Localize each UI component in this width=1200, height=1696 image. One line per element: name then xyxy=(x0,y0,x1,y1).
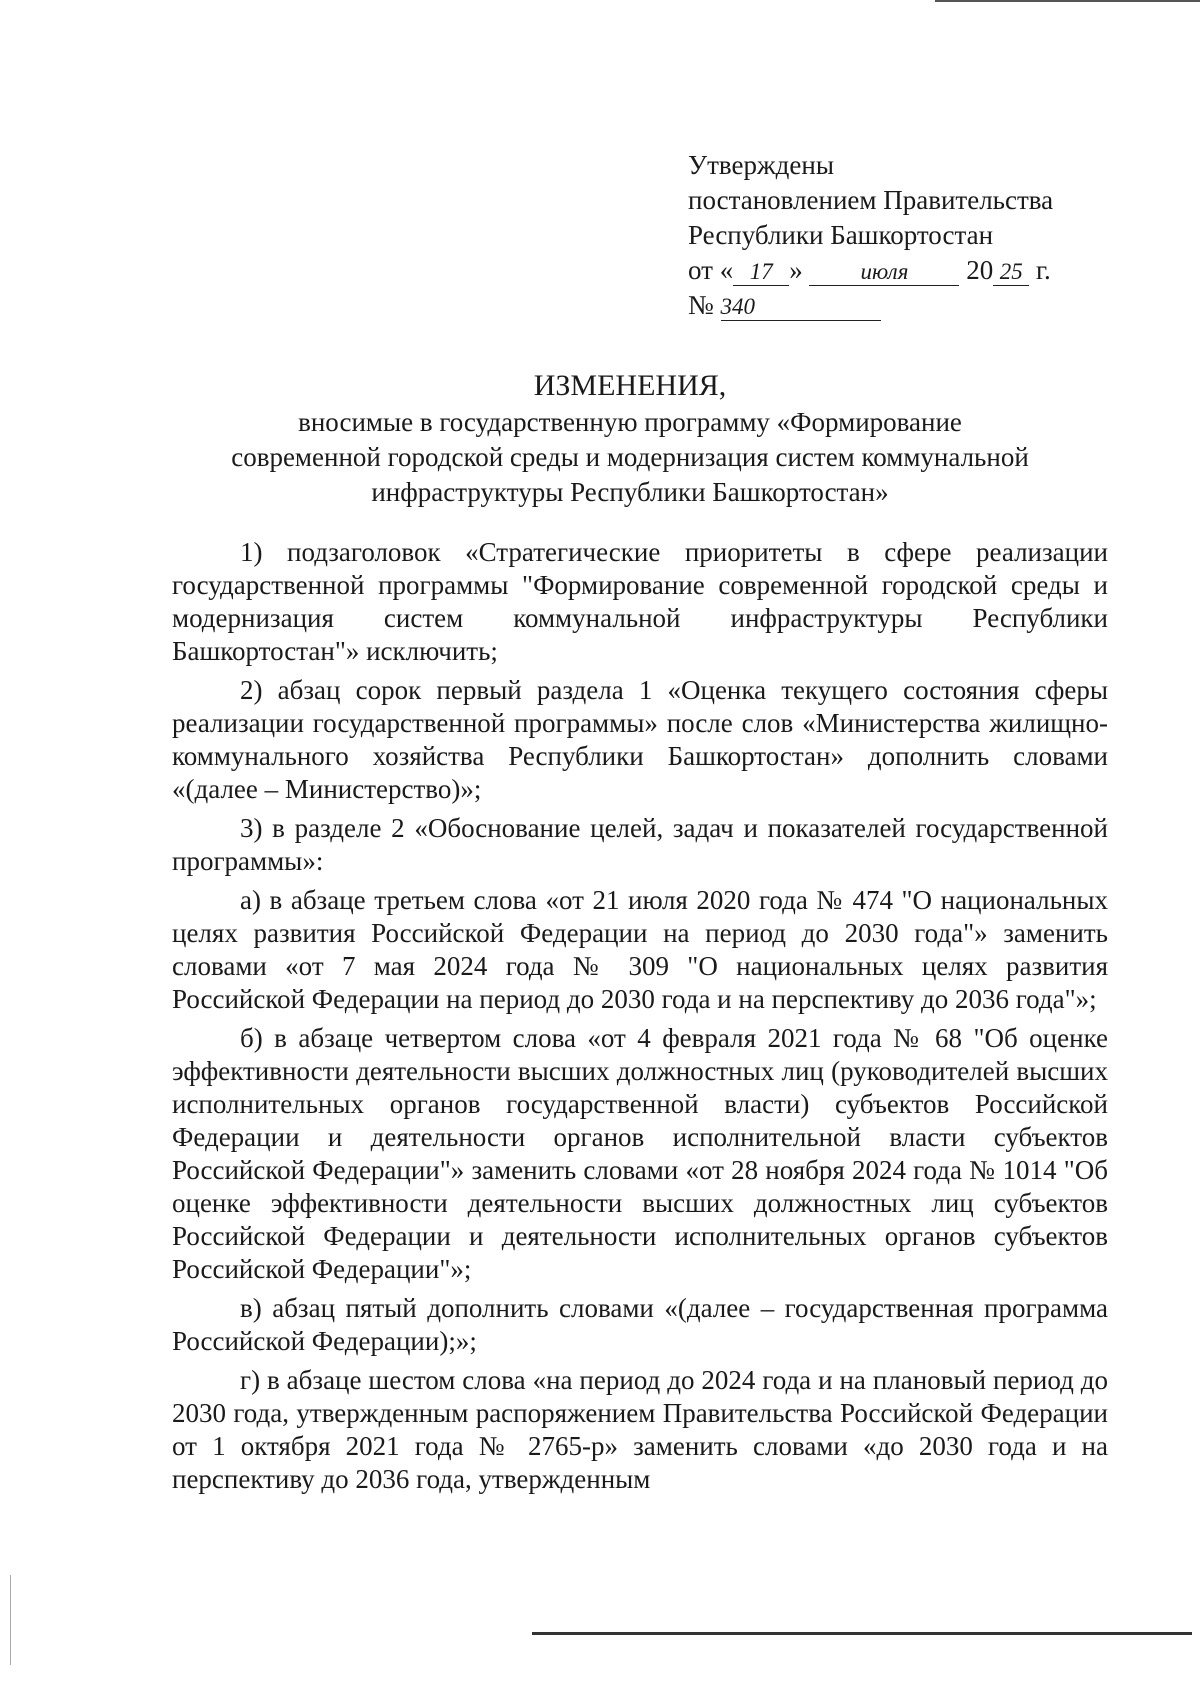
scan-edge-mark-top xyxy=(935,0,1200,2)
year-end: г. xyxy=(1035,255,1051,285)
date-month: июля xyxy=(809,258,959,286)
date-year: 25 xyxy=(993,258,1029,286)
paragraph-item-2: 2) абзац сорок первый раздела 1 «Оценка текущего состояния сферы реализации государственной программы» после слов «Министерства жилищно-коммунального хозяйства Республики Башкортостан» дополнить словами «(далее – Министерство)»; xyxy=(172,675,1108,804)
date-day: 17 xyxy=(733,258,789,286)
document-heading: ИЗМЕНЕНИЯ, xyxy=(533,369,727,402)
document-body xyxy=(172,536,1108,1502)
date-mid: » xyxy=(789,255,803,285)
document-number: 340 xyxy=(721,293,881,321)
year-prefix: 20 xyxy=(966,255,994,285)
date-prefix: от « xyxy=(688,255,734,285)
paragraph-item-3g: г) в абзаце шестом слова «на период до 2024 года и на плановый период до 2030 года, утвержденным распоряжением Правительства Российской Федерации от 1 октября 2021 года № 2765-р» заменить словами «до 2030 года и на перспективу до 2036 года, утвержденным xyxy=(172,1365,1108,1494)
approval-line-3: Республики Башкортостан xyxy=(688,220,994,250)
scan-edge-mark-bottom xyxy=(532,1632,1192,1635)
paragraph-item-3b: б) в абзаце четвертом слова «от 4 февраля 2021 года № 68 "Об оценке эффективности деятельности высших должностных лиц (руководителей высших исполнительных органов государственной власти) субъектов Российской Федерации и деятельности органов исполнительной власти субъектов Российской Федерации"» заменить словами «от 28 ноября 2024 года № 1014 "Об оценке эффективности деятельности высших должностных лиц субъектов Российской Федерации и деятельности исполнительных органов субъектов Российской Федерации"»; xyxy=(172,1023,1108,1284)
subtitle-line-2: современной городской среды и модернизация систем коммунальной xyxy=(231,442,1029,472)
paragraph-item-3a: а) в абзаце третьем слова «от 21 июля 2020 года № 474 "О национальных целях развития Российской Федерации на период до 2030 года"» заменить словами «от 7 мая 2024 года № 309 "О национальных целях развития Российской Федерации на период до 2030 года и на перспективу до 2036 года"»; xyxy=(172,885,1108,1014)
number-prefix: № xyxy=(688,290,714,320)
subtitle-line-3: инфраструктуры Республики Башкортостан» xyxy=(371,477,889,507)
approval-line-1: Утверждены xyxy=(688,150,834,180)
subtitle-line-1: вносимые в государственную программу «Формирование xyxy=(298,407,962,437)
paragraph-item-1: 1) подзаголовок «Стратегические приоритеты в сфере реализации государственной программы "Формирование современной городской среды и модернизация систем коммунальной инфраструктуры Республики Башкортостан"» исключить; xyxy=(172,537,1108,666)
approval-stamp-block xyxy=(688,148,1148,323)
document-title-block xyxy=(180,368,1080,510)
approval-line-2: постановлением Правительства xyxy=(688,185,1054,215)
scan-edge-mark-left xyxy=(10,1575,11,1665)
approval-date-line xyxy=(688,253,1148,288)
approval-number-line xyxy=(688,288,1148,323)
paragraph-item-3v: в) абзац пятый дополнить словами «(далее – государственная программа Российской Федерации);»; xyxy=(172,1293,1108,1356)
paragraph-item-3: 3) в разделе 2 «Обоснование целей, задач и показателей государственной программы»: xyxy=(172,813,1108,876)
